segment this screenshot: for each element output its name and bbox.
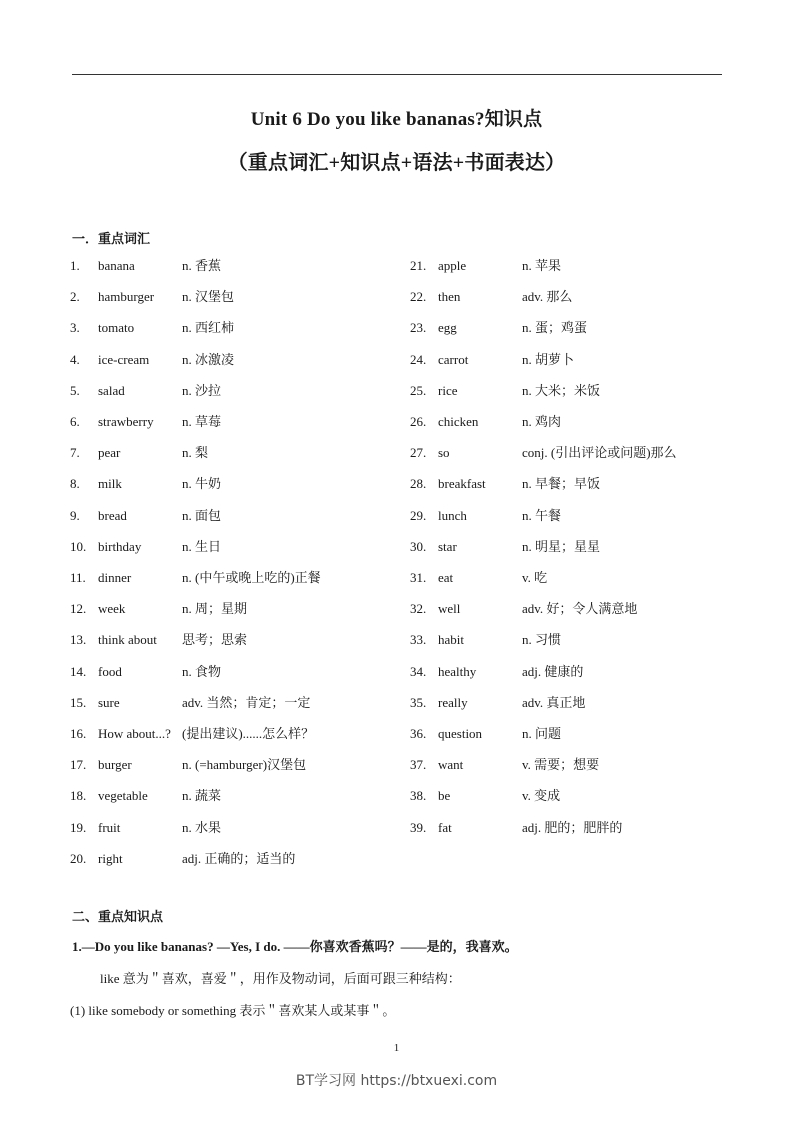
vocab-meaning: n. 西红柿 [182,320,235,336]
vocab-word: burger [98,757,132,773]
vocab-word: vegetable [98,788,148,804]
vocab-meaning: adv. 真正地 [522,694,586,710]
vocab-number: 15. [70,694,87,710]
vocab-word: eat [438,570,454,585]
vocab-meaning: n. 食物 [182,663,222,679]
vocab-number: 16. [70,726,87,741]
vocab-word: question [438,726,483,741]
vocab-number: 19. [70,819,87,835]
vocab-word: carrot [438,351,469,367]
vocab-word: sure [98,694,120,710]
vocab-number: 26. [410,414,427,429]
vocab-word: rice [438,382,458,398]
vocab-word: think about [98,632,157,648]
vocab-number: 38. [410,788,427,804]
vocab-number: 37. [410,757,427,773]
vocab-number: 20. [70,850,87,866]
vocab-word: salad [98,382,125,398]
vocab-word: hamburger [98,289,155,305]
vocab-word: fat [438,819,452,835]
vocab-word: habit [438,632,464,648]
vocab-number: 12. [70,601,87,617]
vocab-number: 30. [410,538,427,554]
vocab-meaning: n. 牛奶 [182,476,222,492]
vocab-number: 29. [410,507,427,523]
vocab-meaning: adv. 当然；肯定；一定 [182,694,311,710]
vocab-number: 24. [410,351,427,367]
vocab-meaning: n. 面包 [182,507,222,523]
vocab-number: 32. [410,601,427,617]
vocab-number: 34. [410,663,427,679]
vocab-word: breakfast [438,476,486,492]
vocab-meaning: v. 需要；想要 [522,757,600,773]
vocab-number: 39. [410,819,427,835]
page-number: 1 [393,1042,400,1054]
vocab-word: birthday [98,538,142,554]
vocab-number: 10. [70,538,87,554]
vocab-number: 8. [70,476,80,492]
vocab-number: 21. [410,258,427,273]
vocab-word: milk [98,476,122,492]
vocab-word: egg [438,320,457,336]
vocab-meaning: adv. 那么 [522,289,573,305]
vocab-number: 1. [70,258,80,273]
vocab-word: How about...? [98,726,171,741]
vocab-number: 35. [410,694,427,710]
vocab-word: pear [98,445,121,461]
vocab-word: want [438,757,464,773]
vocab-meaning: n. 苹果 [522,258,562,273]
vocab-meaning: n. 习惯 [522,632,562,648]
vocab-word: so [438,445,450,461]
vocab-number: 27. [410,445,427,461]
vocab-word: bread [98,507,127,523]
vocab-meaning: 思考；思索 [182,632,248,648]
vocab-meaning: adv. 好；令人满意地 [522,601,638,617]
header-rule [72,74,722,75]
vocab-meaning: conj. (引出评论或问题)那么 [522,445,677,461]
vocab-number: 13. [70,632,87,648]
vocab-meaning: n. 鸡肉 [522,414,562,429]
vocab-meaning: n. 汉堡包 [182,289,235,305]
vocab-word: then [438,289,461,305]
section-vocab-heading: 一．重点词汇 [72,231,151,246]
vocab-meaning: n. 问题 [522,726,562,741]
vocab-meaning: adj. 健康的 [522,663,584,679]
vocab-number: 7. [70,445,80,461]
vocab-word: banana [98,258,135,273]
vocab-meaning: v. 变成 [522,788,561,804]
vocab-number: 9. [70,507,80,523]
vocab-number: 5. [70,382,80,398]
vocab-meaning: adj. 肥的；肥胖的 [522,819,623,835]
vocab-meaning: n. 梨 [182,445,209,461]
vocab-meaning: n. 胡萝卜 [522,351,575,367]
vocab-word: lunch [438,507,467,523]
vocab-word: star [438,538,457,554]
vocab-meaning: n. 明星；星星 [522,538,601,554]
vocab-meaning: n. 水果 [182,819,222,835]
vocab-number: 11. [70,570,86,585]
vocab-number: 2. [70,289,80,305]
vocab-number: 33. [410,632,427,648]
vocab-meaning: n. 沙拉 [182,382,222,398]
vocab-word: chicken [438,414,479,429]
vocab-number: 22. [410,289,427,305]
vocab-word: strawberry [98,414,154,429]
point-1-structure-1: (1) like somebody or something 表示＂喜欢某人或某事＂。 [70,1003,396,1018]
vocab-word: really [438,694,468,710]
vocab-number: 3. [70,320,80,336]
vocab-number: 31. [410,570,427,585]
vocab-number: 36. [410,726,427,741]
vocab-meaning: n. 蛋；鸡蛋 [522,320,588,336]
vocab-word: be [438,788,451,804]
vocab-number: 4. [70,351,80,367]
vocab-number: 18. [70,788,87,804]
vocab-word: tomato [98,320,135,336]
vocab-meaning: n. 早餐；早饭 [522,476,601,492]
vocab-word: ice-cream [98,351,150,367]
vocab-meaning: n. (=hamburger)汉堡包 [182,757,307,773]
vocab-meaning: n. 香蕉 [182,258,222,273]
vocab-word: dinner [98,570,132,585]
document-title: Unit 6 Do you like bananas?知识点 [250,109,543,130]
vocab-word: healthy [438,663,477,679]
vocab-number: 17. [70,757,87,773]
vocab-word: week [98,601,126,617]
section-points-heading: 二、重点知识点 [72,909,164,924]
vocab-word: right [98,850,123,866]
vocab-meaning: n. (中午或晚上吃的)正餐 [182,570,321,585]
vocab-meaning: n. 生日 [182,538,222,554]
vocab-meaning: v. 吃 [522,570,548,585]
vocab-word: food [98,663,122,679]
vocab-word: fruit [98,819,121,835]
vocab-number: 23. [410,320,427,336]
site-watermark: BT学习网 https://btxuexi.com [295,1073,498,1089]
vocab-meaning: (提出建议)......怎么样？ [182,726,315,741]
vocab-meaning: adj. 正确的；适当的 [182,850,296,866]
vocab-meaning: n. 周；星期 [182,601,248,617]
vocab-number: 6. [70,414,80,429]
point-1-heading: 1.—Do you like bananas? —Yes, I do. ——你喜欢香蕉吗？——是的，我喜欢。 [72,939,518,954]
point-1-paragraph: like 意为＂喜欢，喜爱＂，用作及物动词，后面可跟三种结构： [100,971,461,986]
vocab-meaning: n. 午餐 [522,507,562,523]
vocab-word: well [438,601,461,617]
vocab-meaning: n. 草莓 [182,414,222,429]
vocab-number: 25. [410,382,427,398]
vocab-meaning: n. 大米；米饭 [522,382,601,398]
vocab-number: 14. [70,663,87,679]
vocab-number: 28. [410,476,427,492]
vocab-word: apple [438,258,467,273]
vocab-meaning: n. 蔬菜 [182,788,222,804]
vocab-meaning: n. 冰激凌 [182,351,235,367]
document-subtitle: （重点词汇+知识点+语法+书面表达） [227,152,566,174]
